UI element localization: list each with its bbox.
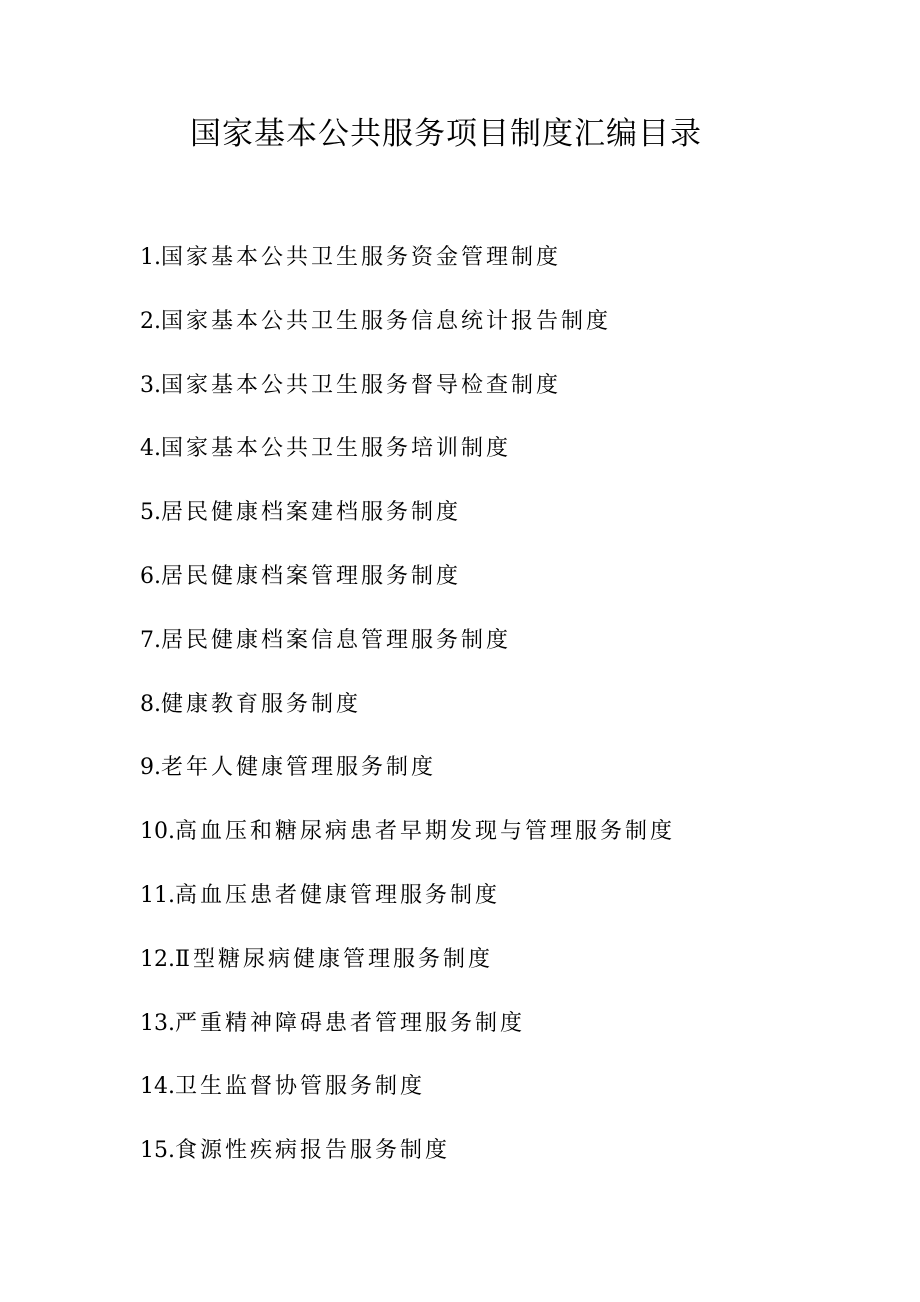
toc-item-number: 11. (140, 882, 175, 908)
toc-item (140, 814, 675, 878)
toc-item (140, 750, 675, 814)
toc-item-number: 10. (140, 819, 175, 845)
toc-item-text: 食源性疾病报告服务制度 (175, 1138, 451, 1164)
toc-item-number: 5. (140, 500, 161, 526)
toc-item (140, 304, 675, 368)
toc-item-number: 3. (140, 372, 161, 398)
toc-item (140, 1069, 675, 1133)
toc-item (140, 623, 675, 687)
toc-item-text: 健康教育服务制度 (161, 691, 362, 717)
toc-item-number: 9. (140, 755, 161, 781)
toc-item-text: Ⅱ型糖尿病健康管理服务制度 (175, 946, 493, 972)
toc-item (140, 368, 675, 432)
toc-item-text: 高血压和糖尿病患者早期发现与管理服务制度 (175, 819, 676, 845)
page-title: 国家基本公共服务项目制度汇编目录 (190, 116, 702, 152)
toc-item-number: 12. (140, 946, 175, 972)
toc-item-text: 卫生监督协管服务制度 (175, 1074, 426, 1100)
toc-item (140, 878, 675, 942)
toc-item (140, 431, 675, 495)
toc-item-number: 14. (140, 1074, 175, 1100)
toc-item (140, 1133, 675, 1197)
toc-item (140, 1006, 675, 1070)
table-of-contents (140, 240, 675, 1197)
toc-item (140, 495, 675, 559)
toc-item-text: 国家基本公共卫生服务信息统计报告制度 (161, 308, 612, 334)
toc-item (140, 559, 675, 623)
toc-item-number: 15. (140, 1138, 175, 1164)
toc-item (140, 687, 675, 751)
toc-item-number: 2. (140, 308, 161, 334)
toc-item-number: 8. (140, 691, 161, 717)
toc-item (140, 942, 675, 1006)
toc-item-number: 1. (140, 245, 161, 270)
toc-item-number: 7. (140, 627, 161, 653)
toc-item-text: 老年人健康管理服务制度 (161, 755, 437, 781)
toc-item-number: 6. (140, 563, 161, 589)
toc-item (140, 240, 675, 304)
toc-item-text: 居民健康档案管理服务制度 (161, 563, 462, 589)
toc-item-text: 高血压患者健康管理服务制度 (175, 882, 501, 908)
toc-item-number: 4. (140, 436, 161, 462)
toc-item-text: 国家基本公共卫生服务督导检查制度 (161, 372, 562, 398)
toc-item-text: 国家基本公共卫生服务资金管理制度 (161, 245, 562, 270)
toc-item-text: 居民健康档案建档服务制度 (161, 500, 462, 526)
toc-item-text: 严重精神障碍患者管理服务制度 (175, 1010, 526, 1036)
toc-item-number: 13. (140, 1010, 175, 1036)
toc-item-text: 居民健康档案信息管理服务制度 (161, 627, 512, 653)
toc-item-text: 国家基本公共卫生服务培训制度 (161, 436, 512, 462)
